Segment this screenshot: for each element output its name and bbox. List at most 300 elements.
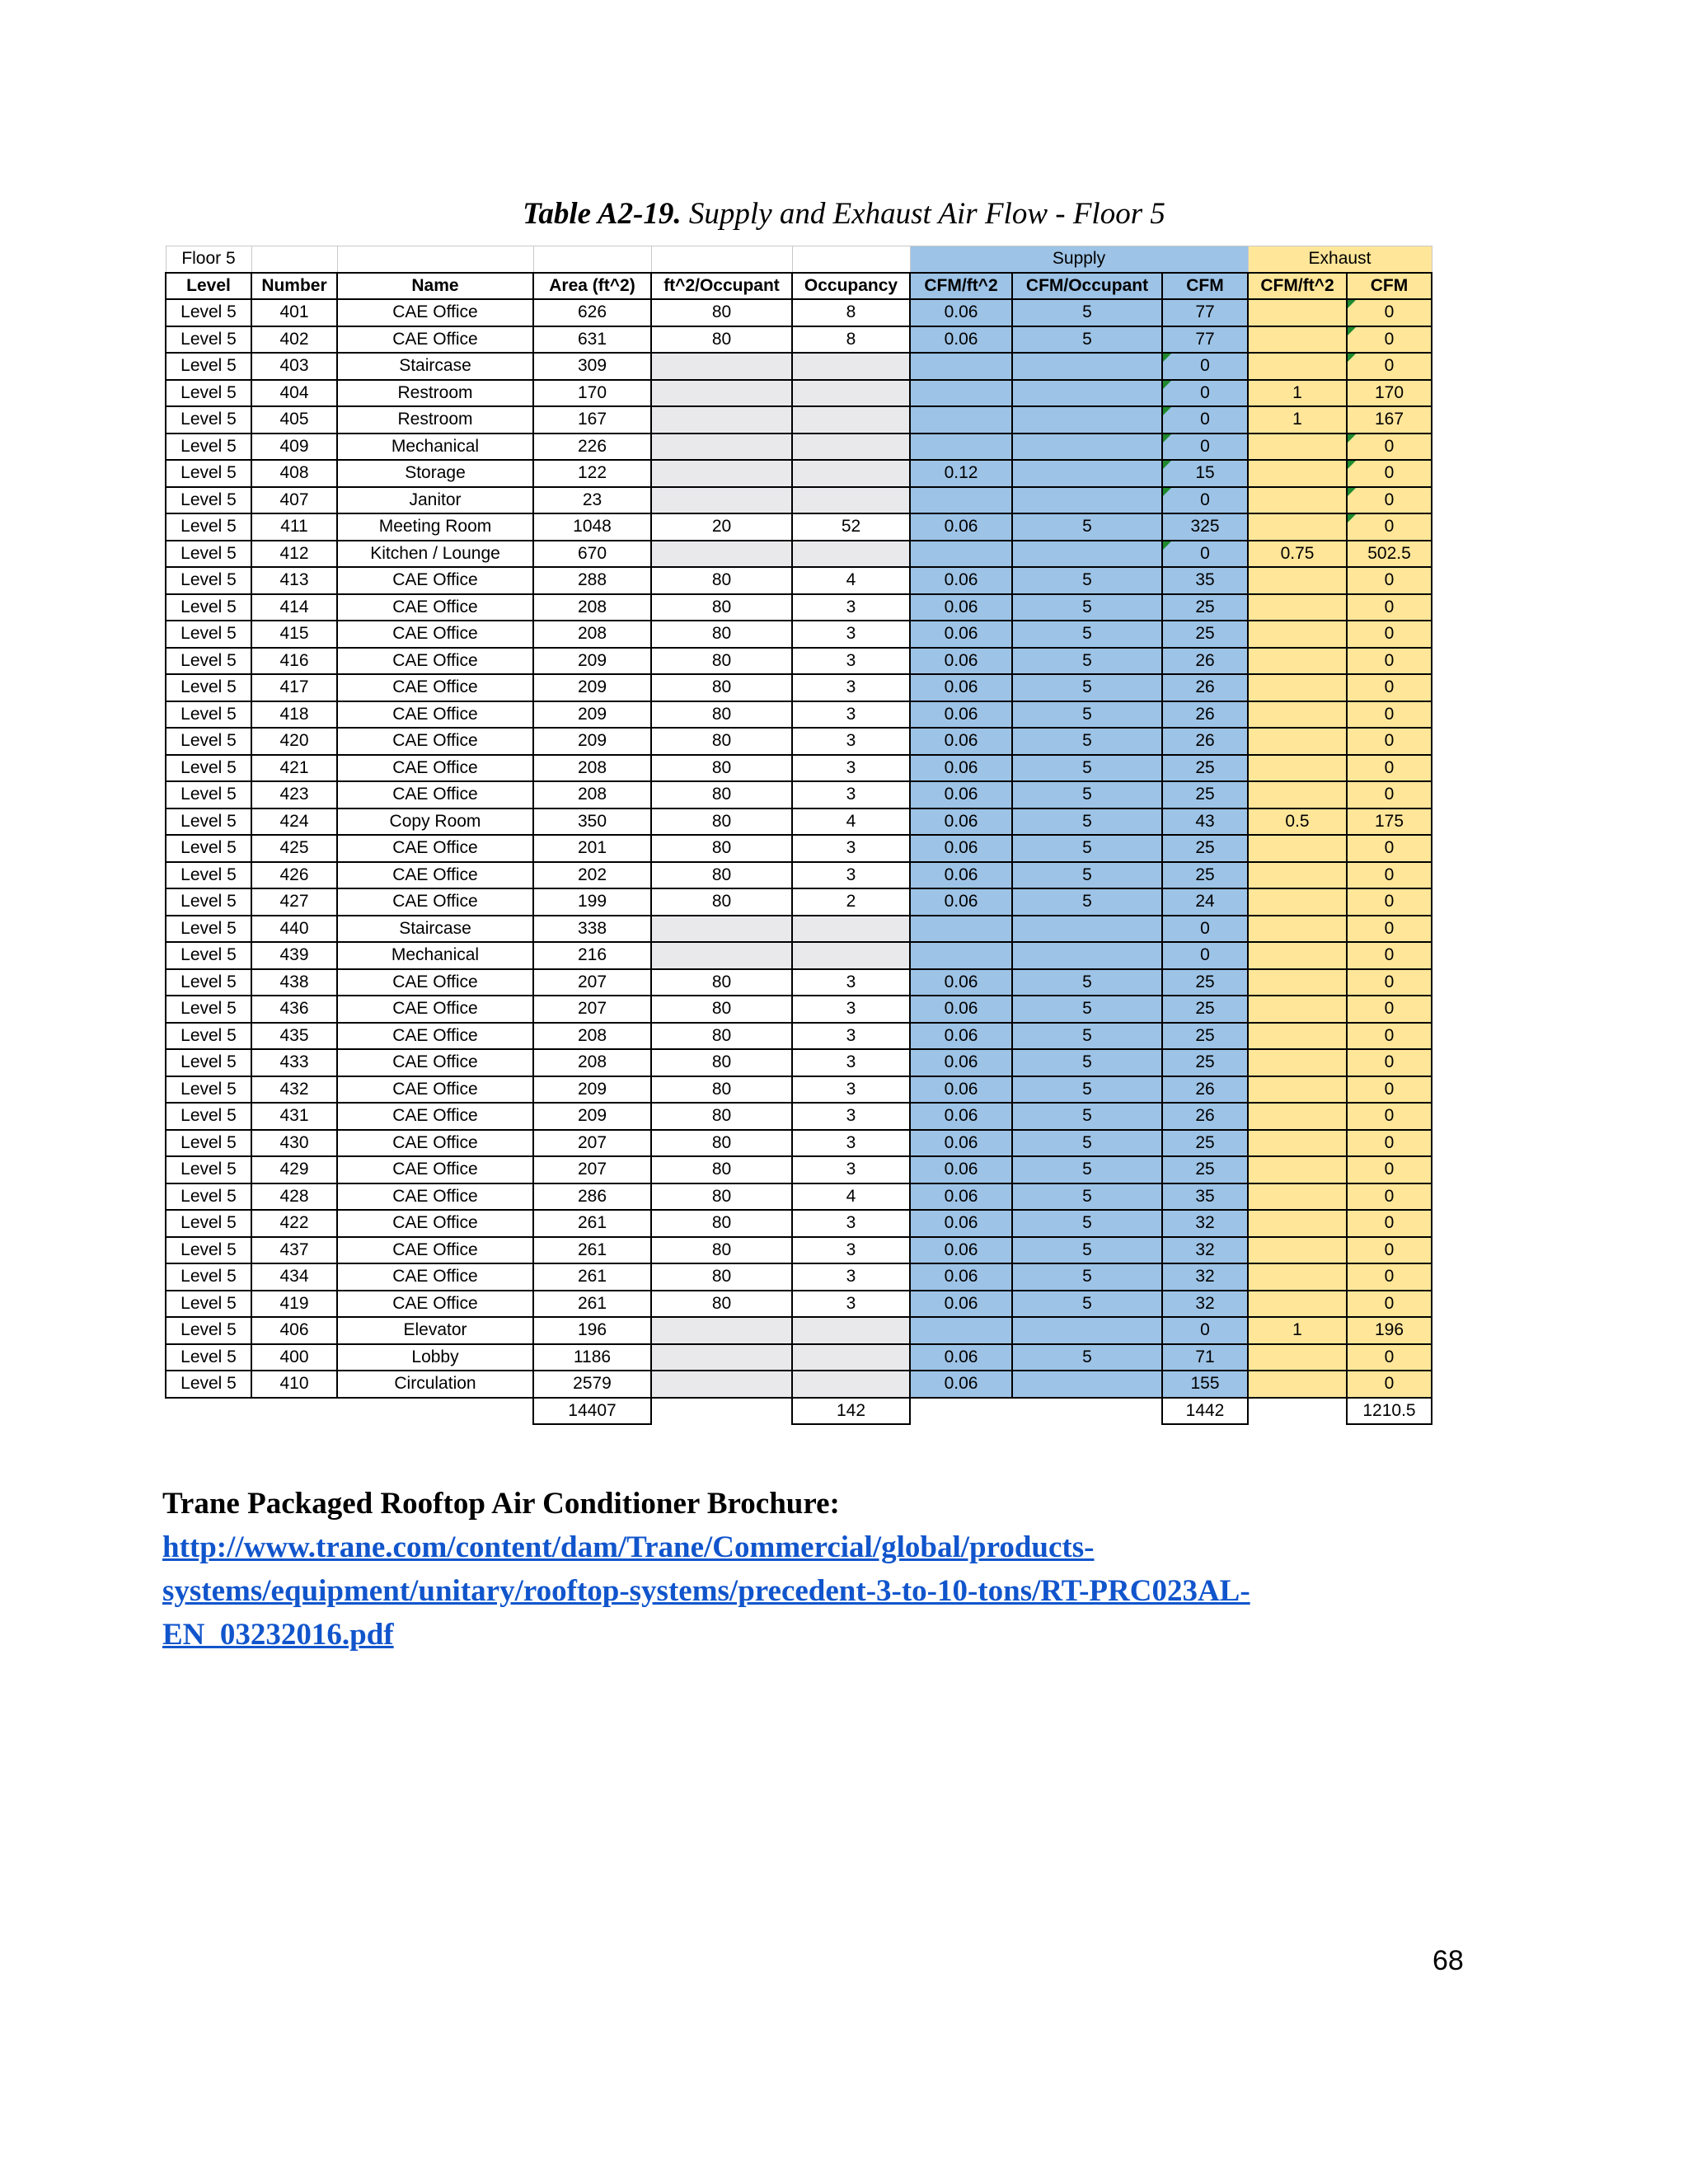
table-cell: 5 — [1012, 513, 1162, 541]
table-cell: 25 — [1162, 1023, 1248, 1050]
table-cell: 0.12 — [910, 460, 1012, 487]
table-cell: 0 — [1347, 888, 1432, 916]
table-cell: 0 — [1162, 434, 1248, 461]
table-cell: 80 — [651, 1049, 792, 1076]
table-cell: 5 — [1012, 1263, 1162, 1291]
table-cell: Storage — [337, 460, 533, 487]
brochure-url-line[interactable]: http://www.trane.com/content/dam/Trane/Commercial/global/products- — [162, 1530, 1095, 1564]
table-cell: 424 — [251, 808, 337, 836]
table-row — [166, 1263, 1432, 1291]
table-cell: 412 — [251, 541, 337, 568]
table-cell: 80 — [651, 1263, 792, 1291]
table-cell: 261 — [533, 1237, 651, 1264]
table-row — [166, 1291, 1432, 1318]
table-cell: 80 — [651, 1237, 792, 1264]
table-cell: 435 — [251, 1023, 337, 1050]
table-row — [166, 1076, 1432, 1104]
table-cell: 3 — [792, 674, 910, 701]
table-cell: 0 — [1347, 1023, 1432, 1050]
table-cell: 80 — [651, 1076, 792, 1104]
table-cell: 8 — [792, 326, 910, 354]
table-cell: Level 5 — [166, 781, 251, 808]
table-cell: 0.06 — [910, 996, 1012, 1023]
table-cell: 43 — [1162, 808, 1248, 836]
table-cell — [651, 434, 792, 461]
table-cell: 0 — [1162, 916, 1248, 943]
table-cell: 422 — [251, 1210, 337, 1237]
table-cell: CAE Office — [337, 701, 533, 729]
table-cell: Level 5 — [166, 1291, 251, 1318]
table-cell: 0 — [1347, 594, 1432, 621]
table-cell: 0 — [1347, 1210, 1432, 1237]
table-cell: Level 5 — [166, 406, 251, 434]
table-cell: 0.06 — [910, 1263, 1012, 1291]
table-row — [166, 541, 1432, 568]
exhaust-group-header: Exhaust — [1248, 246, 1432, 273]
table-cell: 80 — [651, 1130, 792, 1157]
table-cell: 5 — [1012, 835, 1162, 862]
table-cell: 0.06 — [910, 648, 1012, 675]
table-cell — [792, 942, 910, 969]
table-cell: 0.06 — [910, 326, 1012, 354]
table-cell: 409 — [251, 434, 337, 461]
table-cell — [792, 1344, 910, 1371]
table-cell: 80 — [651, 808, 792, 836]
table-cell: 431 — [251, 1103, 337, 1130]
table-cell: 0 — [1347, 701, 1432, 729]
table-cell: 3 — [792, 1023, 910, 1050]
table-row — [166, 1183, 1432, 1211]
table-cell: CAE Office — [337, 648, 533, 675]
table-cell — [1012, 353, 1162, 380]
table-cell: CAE Office — [337, 594, 533, 621]
table-row — [166, 434, 1432, 461]
table-cell: 0 — [1162, 353, 1248, 380]
table-cell: 0 — [1347, 1103, 1432, 1130]
table-cell: CAE Office — [337, 835, 533, 862]
table-cell: 80 — [651, 728, 792, 755]
table-cell — [651, 1317, 792, 1344]
table-cell: 80 — [651, 299, 792, 326]
table-cell: CAE Office — [337, 674, 533, 701]
table-cell: 5 — [1012, 1210, 1162, 1237]
table-cell: 405 — [251, 406, 337, 434]
table-cell: 626 — [533, 299, 651, 326]
table-cell: 429 — [251, 1156, 337, 1183]
table-cell: 0.06 — [910, 1291, 1012, 1318]
table-cell — [910, 916, 1012, 943]
table-cell: 0 — [1347, 1344, 1432, 1371]
table-cell: 0.06 — [910, 567, 1012, 594]
table-cell — [651, 541, 792, 568]
table-cell: 202 — [533, 862, 651, 889]
table-row — [166, 808, 1432, 836]
table-cell: 155 — [1162, 1371, 1248, 1398]
table-cell: Level 5 — [166, 969, 251, 996]
table-row — [166, 299, 1432, 326]
table-cell: 428 — [251, 1183, 337, 1211]
table-row — [166, 1103, 1432, 1130]
brochure-url-line[interactable]: systems/equipment/unitary/rooftop-systems/precedent-3-to-10-tons/RT-PRC023AL- — [162, 1574, 1250, 1608]
table-cell: 0 — [1347, 326, 1432, 354]
table-cell: Copy Room — [337, 808, 533, 836]
table-cell: 404 — [251, 380, 337, 407]
table-cell: 2579 — [533, 1371, 651, 1398]
brochure-url-line[interactable]: EN_03232016.pdf — [162, 1618, 394, 1652]
table-cell — [1248, 942, 1347, 969]
table-cell: CAE Office — [337, 326, 533, 354]
table-row — [166, 781, 1432, 808]
table-cell: 438 — [251, 969, 337, 996]
table-cell: 32 — [1162, 1263, 1248, 1291]
table-cell: 1 — [1248, 1317, 1347, 1344]
brochure-title: Trane Packaged Rooftop Air Conditioner Brochure: — [162, 1487, 840, 1521]
table-cell — [1248, 1237, 1347, 1264]
table-cell: 3 — [792, 621, 910, 648]
table-cell: Level 5 — [166, 1317, 251, 1344]
table-cell: 411 — [251, 513, 337, 541]
table-cell: 0.5 — [1248, 808, 1347, 836]
table-cell: CAE Office — [337, 1263, 533, 1291]
table-cell: 122 — [533, 460, 651, 487]
table-cell: CAE Office — [337, 755, 533, 782]
column-header: Area (ft^2) — [533, 273, 651, 300]
table-cell — [792, 460, 910, 487]
table-cell: 3 — [792, 1237, 910, 1264]
table-cell: 0 — [1162, 541, 1248, 568]
table-cell: Level 5 — [166, 299, 251, 326]
table-cell: 25 — [1162, 1130, 1248, 1157]
table-cell: CAE Office — [337, 1183, 533, 1211]
table-cell: 0.06 — [910, 969, 1012, 996]
table-cell: Staircase — [337, 353, 533, 380]
table-row — [166, 380, 1432, 407]
table-row — [166, 1049, 1432, 1076]
table-cell: Level 5 — [166, 1344, 251, 1371]
table-cell: Level 5 — [166, 1076, 251, 1104]
table-cell: 0 — [1347, 781, 1432, 808]
table-row — [166, 1317, 1432, 1344]
table-cell: 418 — [251, 701, 337, 729]
table-cell — [1012, 460, 1162, 487]
table-cell: 216 — [533, 942, 651, 969]
table-cell — [1248, 1130, 1347, 1157]
table-cell: 5 — [1012, 1291, 1162, 1318]
table-cell: 400 — [251, 1344, 337, 1371]
table-cell — [792, 380, 910, 407]
floor-label: Floor 5 — [166, 246, 251, 273]
table-cell — [1248, 674, 1347, 701]
table-cell: 0.06 — [910, 1103, 1012, 1130]
table-cell: CAE Office — [337, 996, 533, 1023]
table-cell: 670 — [533, 541, 651, 568]
table-cell: 25 — [1162, 969, 1248, 996]
table-row — [166, 755, 1432, 782]
table-cell: 0.06 — [910, 1344, 1012, 1371]
table-cell: 167 — [533, 406, 651, 434]
table-cell: 423 — [251, 781, 337, 808]
table-row — [166, 1156, 1432, 1183]
table-cell: 4 — [792, 1183, 910, 1211]
table-cell: 26 — [1162, 728, 1248, 755]
table-cell — [1248, 460, 1347, 487]
table-cell: 25 — [1162, 1049, 1248, 1076]
table-cell: 5 — [1012, 567, 1162, 594]
table-cell: 0.06 — [910, 674, 1012, 701]
table-cell — [1248, 621, 1347, 648]
table-cell: 0 — [1347, 513, 1432, 541]
table-cell: 5 — [1012, 1049, 1162, 1076]
table-cell — [1012, 406, 1162, 434]
table-row — [166, 1130, 1432, 1157]
table-cell: 0.06 — [910, 862, 1012, 889]
table-cell — [792, 487, 910, 514]
total-cell: 14407 — [533, 1398, 651, 1425]
table-cell: 0 — [1347, 916, 1432, 943]
table-cell: 0 — [1347, 1049, 1432, 1076]
table-row — [166, 567, 1432, 594]
table-cell: 80 — [651, 1210, 792, 1237]
table-cell: Kitchen / Lounge — [337, 541, 533, 568]
table-cell: 5 — [1012, 1183, 1162, 1211]
table-cell: CAE Office — [337, 1237, 533, 1264]
column-header: ft^2/Occupant — [651, 273, 792, 300]
table-cell: 77 — [1162, 299, 1248, 326]
table-cell: 5 — [1012, 1103, 1162, 1130]
table-cell — [792, 1371, 910, 1398]
table-cell: CAE Office — [337, 299, 533, 326]
table-cell: Lobby — [337, 1344, 533, 1371]
table-row — [166, 1237, 1432, 1264]
table-row — [166, 728, 1432, 755]
table-cell — [1012, 1371, 1162, 1398]
table-cell: 0 — [1347, 567, 1432, 594]
table-cell: 0.06 — [910, 1371, 1012, 1398]
table-cell — [1012, 434, 1162, 461]
table-cell: 3 — [792, 862, 910, 889]
table-cell: CAE Office — [337, 1023, 533, 1050]
table-cell: 0.06 — [910, 1076, 1012, 1104]
table-cell: 25 — [1162, 781, 1248, 808]
table-cell: 175 — [1347, 808, 1432, 836]
table-cell: 209 — [533, 1103, 651, 1130]
table-cell — [1248, 862, 1347, 889]
table-row — [166, 621, 1432, 648]
table-cell — [1248, 1156, 1347, 1183]
table-cell: 80 — [651, 969, 792, 996]
table-cell — [1248, 353, 1347, 380]
table-row — [166, 487, 1432, 514]
table-cell: 0 — [1347, 942, 1432, 969]
table-cell — [1012, 942, 1162, 969]
table-cell: 196 — [1347, 1317, 1432, 1344]
table-cell: 0.06 — [910, 621, 1012, 648]
column-header: Number — [251, 273, 337, 300]
table-cell: 440 — [251, 916, 337, 943]
table-cell: 631 — [533, 326, 651, 354]
table-cell — [792, 434, 910, 461]
table-cell: 0 — [1347, 1130, 1432, 1157]
table-cell: 502.5 — [1347, 541, 1432, 568]
table-cell: 5 — [1012, 326, 1162, 354]
table-cell: 5 — [1012, 728, 1162, 755]
table-cell: 15 — [1162, 460, 1248, 487]
table-cell: 3 — [792, 594, 910, 621]
table-cell: 26 — [1162, 1103, 1248, 1130]
table-cell: Level 5 — [166, 674, 251, 701]
table-cell: 5 — [1012, 1130, 1162, 1157]
table-cell: 0 — [1162, 487, 1248, 514]
table-cell: 0 — [1347, 728, 1432, 755]
table-cell — [1248, 1049, 1347, 1076]
table-cell: 0.06 — [910, 701, 1012, 729]
table-cell: 170 — [1347, 380, 1432, 407]
table-cell — [651, 353, 792, 380]
table-cell: Level 5 — [166, 541, 251, 568]
table-cell: 25 — [1162, 621, 1248, 648]
table-cell: 419 — [251, 1291, 337, 1318]
table-cell: CAE Office — [337, 1130, 533, 1157]
table-cell — [1248, 1076, 1347, 1104]
table-cell — [792, 541, 910, 568]
table-cell: 0.06 — [910, 513, 1012, 541]
table-cell: 80 — [651, 835, 792, 862]
table-cell: 415 — [251, 621, 337, 648]
table-cell: 25 — [1162, 1156, 1248, 1183]
table-cell: 437 — [251, 1237, 337, 1264]
table-cell: 201 — [533, 835, 651, 862]
table-cell — [910, 942, 1012, 969]
table-cell — [1248, 594, 1347, 621]
table-cell: 167 — [1347, 406, 1432, 434]
table-cell: 5 — [1012, 1023, 1162, 1050]
table-cell — [792, 406, 910, 434]
table-cell: 427 — [251, 888, 337, 916]
table-cell: 0 — [1347, 1263, 1432, 1291]
table-cell: 207 — [533, 996, 651, 1023]
table-row — [166, 353, 1432, 380]
table-cell: 209 — [533, 1076, 651, 1104]
table-cell: 0 — [1347, 434, 1432, 461]
table-row — [166, 701, 1432, 729]
table-cell — [1248, 888, 1347, 916]
table-cell: 3 — [792, 996, 910, 1023]
column-header: CFM — [1347, 273, 1432, 300]
table-cell: 25 — [1162, 996, 1248, 1023]
table-cell: 0 — [1347, 648, 1432, 675]
table-cell: Level 5 — [166, 594, 251, 621]
table-cell: 325 — [1162, 513, 1248, 541]
table-cell: 32 — [1162, 1210, 1248, 1237]
table-cell: 80 — [651, 1183, 792, 1211]
table-cell: 1048 — [533, 513, 651, 541]
table-cell: 20 — [651, 513, 792, 541]
table-cell — [1248, 487, 1347, 514]
table-cell: 261 — [533, 1263, 651, 1291]
table-cell: Level 5 — [166, 1156, 251, 1183]
table-cell — [1248, 299, 1347, 326]
table-cell: 0 — [1347, 835, 1432, 862]
table-cell: 26 — [1162, 648, 1248, 675]
table-cell: 5 — [1012, 1344, 1162, 1371]
table-cell: 4 — [792, 567, 910, 594]
table-row — [166, 1023, 1432, 1050]
table-cell: CAE Office — [337, 1156, 533, 1183]
table-cell: 199 — [533, 888, 651, 916]
table-cell — [910, 1317, 1012, 1344]
table-cell: 350 — [533, 808, 651, 836]
table-cell: Level 5 — [166, 1210, 251, 1237]
table-cell: CAE Office — [337, 567, 533, 594]
table-cell: 208 — [533, 755, 651, 782]
table-cell: CAE Office — [337, 728, 533, 755]
table-cell: 196 — [533, 1317, 651, 1344]
table-cell: 71 — [1162, 1344, 1248, 1371]
column-header: CFM — [1162, 273, 1248, 300]
table-cell — [1012, 487, 1162, 514]
column-header-row — [166, 273, 1432, 300]
table-cell — [1248, 728, 1347, 755]
table-cell: 420 — [251, 728, 337, 755]
table-cell: 0.06 — [910, 1237, 1012, 1264]
table-cell: CAE Office — [337, 1049, 533, 1076]
table-cell: 3 — [792, 755, 910, 782]
table-cell: 5 — [1012, 862, 1162, 889]
table-cell: 417 — [251, 674, 337, 701]
table-cell: 0 — [1347, 996, 1432, 1023]
table-cell: Level 5 — [166, 1263, 251, 1291]
table-cell: 414 — [251, 594, 337, 621]
table-cell: 80 — [651, 567, 792, 594]
table-cell: 207 — [533, 1130, 651, 1157]
table-cell: 23 — [533, 487, 651, 514]
table-cell: 3 — [792, 969, 910, 996]
table-cell: 5 — [1012, 1237, 1162, 1264]
table-cell: 1 — [1248, 380, 1347, 407]
table-cell: 0 — [1162, 380, 1248, 407]
totals-row — [166, 1398, 1432, 1425]
table-cell: 24 — [1162, 888, 1248, 916]
table-cell: 3 — [792, 701, 910, 729]
table-cell: 0.06 — [910, 728, 1012, 755]
table-cell: CAE Office — [337, 862, 533, 889]
table-cell: 0 — [1347, 1183, 1432, 1211]
table-cell: 0 — [1347, 487, 1432, 514]
table-cell: Level 5 — [166, 326, 251, 354]
table-cell: 3 — [792, 1076, 910, 1104]
table-cell: 3 — [792, 1156, 910, 1183]
table-cell: 0 — [1347, 755, 1432, 782]
table-row — [166, 916, 1432, 943]
table-cell: 0 — [1162, 406, 1248, 434]
table-cell: 425 — [251, 835, 337, 862]
table-cell: 0 — [1347, 1371, 1432, 1398]
table-row — [166, 996, 1432, 1023]
table-cell: 433 — [251, 1049, 337, 1076]
table-cell: 208 — [533, 594, 651, 621]
table-cell: 436 — [251, 996, 337, 1023]
table-cell: Level 5 — [166, 808, 251, 836]
table-cell — [1248, 1371, 1347, 1398]
table-cell: 0.75 — [1248, 541, 1347, 568]
brochure-link[interactable] — [162, 1526, 1522, 1657]
column-header: Occupancy — [792, 273, 910, 300]
table-cell: Level 5 — [166, 1183, 251, 1211]
table-cell — [1012, 541, 1162, 568]
table-label: Table A2-19. — [523, 197, 682, 231]
table-cell: Circulation — [337, 1371, 533, 1398]
table-row — [166, 406, 1432, 434]
